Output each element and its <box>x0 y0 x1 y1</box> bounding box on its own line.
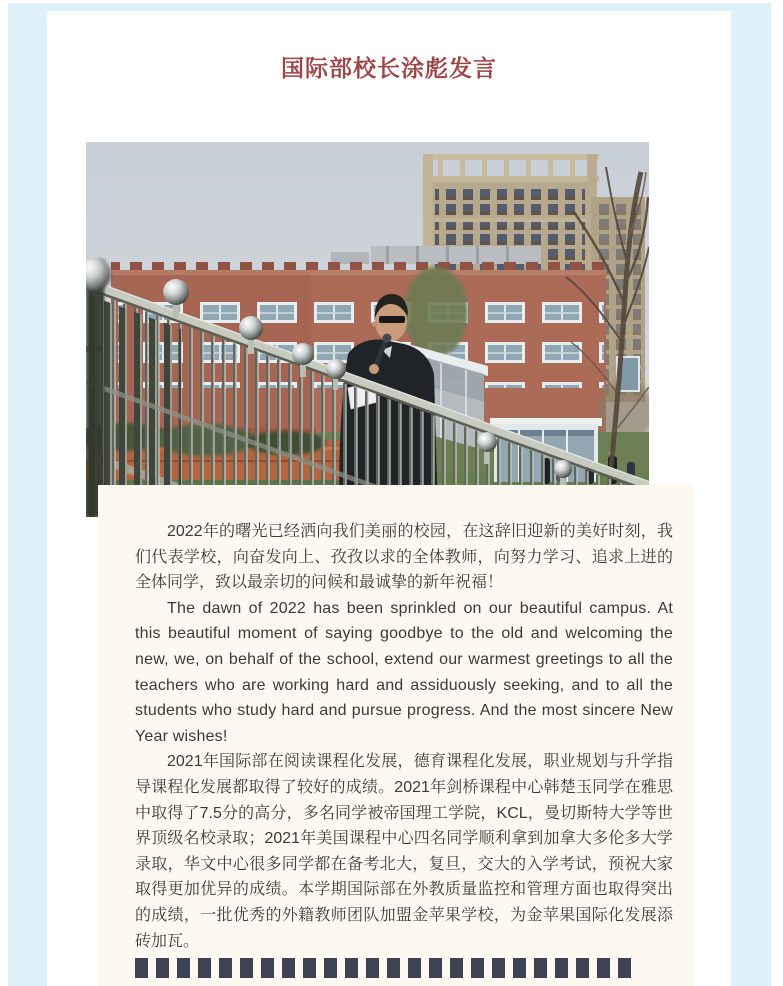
article-card <box>47 11 731 986</box>
green-tree <box>404 267 468 357</box>
page-title: 国际部校长涂彪发言 <box>281 55 497 81</box>
clipped-text-line <box>135 958 635 978</box>
paragraph-zh-greeting: 2022年的曙光已经洒向我们美丽的校园，在这辞旧迎新的美好时刻，我们代表学校，向奋发向上、孜孜以求的全体教师，向努力学习、追求上进的全体同学，致以最亲切的问候和最诚挚的新年祝福！ <box>135 523 673 592</box>
content-panel <box>8 3 771 986</box>
paragraph-zh-achievements: 2021年国际部在阅读课程化发展，德育课程化发展，职业规划与升学指导课程化发展都取得了较好的成绩。2021年剑桥课程中心韩楚玉同学在雅思中取得了7.5分的高分，多名同学被帝国理工学院，KCL，曼切斯特大学等世界顶级名校录取；2021年美国课程中心四名同学顺利拿到加拿大多伦多大学录取，华文中心很多同学都在备考北大，复旦，交大的入学考试，预祝大家取得更加优异的成绩。本学期国际部在外教质量监控和管理方面也取得突出的成绩，一批优秀的外籍教师团队加盟金苹果学校，为金苹果国际化发展添砖加瓦。 <box>135 753 673 950</box>
photo-illustration <box>86 142 649 517</box>
paragraph-en-greeting: The dawn of 2022 has been sprinkled on our beautiful campus. At this beautiful moment of saying goodbye to the old and welcoming the new, we, on behalf of the school, extend our warmest greetings to all the teachers who are working hard and assiduously seeking, and to all the students who study hard and pursue progress. And the most sincere New Year wishes! <box>135 599 673 745</box>
speech-text-box <box>98 485 693 986</box>
speech-photo[interactable] <box>86 142 649 517</box>
